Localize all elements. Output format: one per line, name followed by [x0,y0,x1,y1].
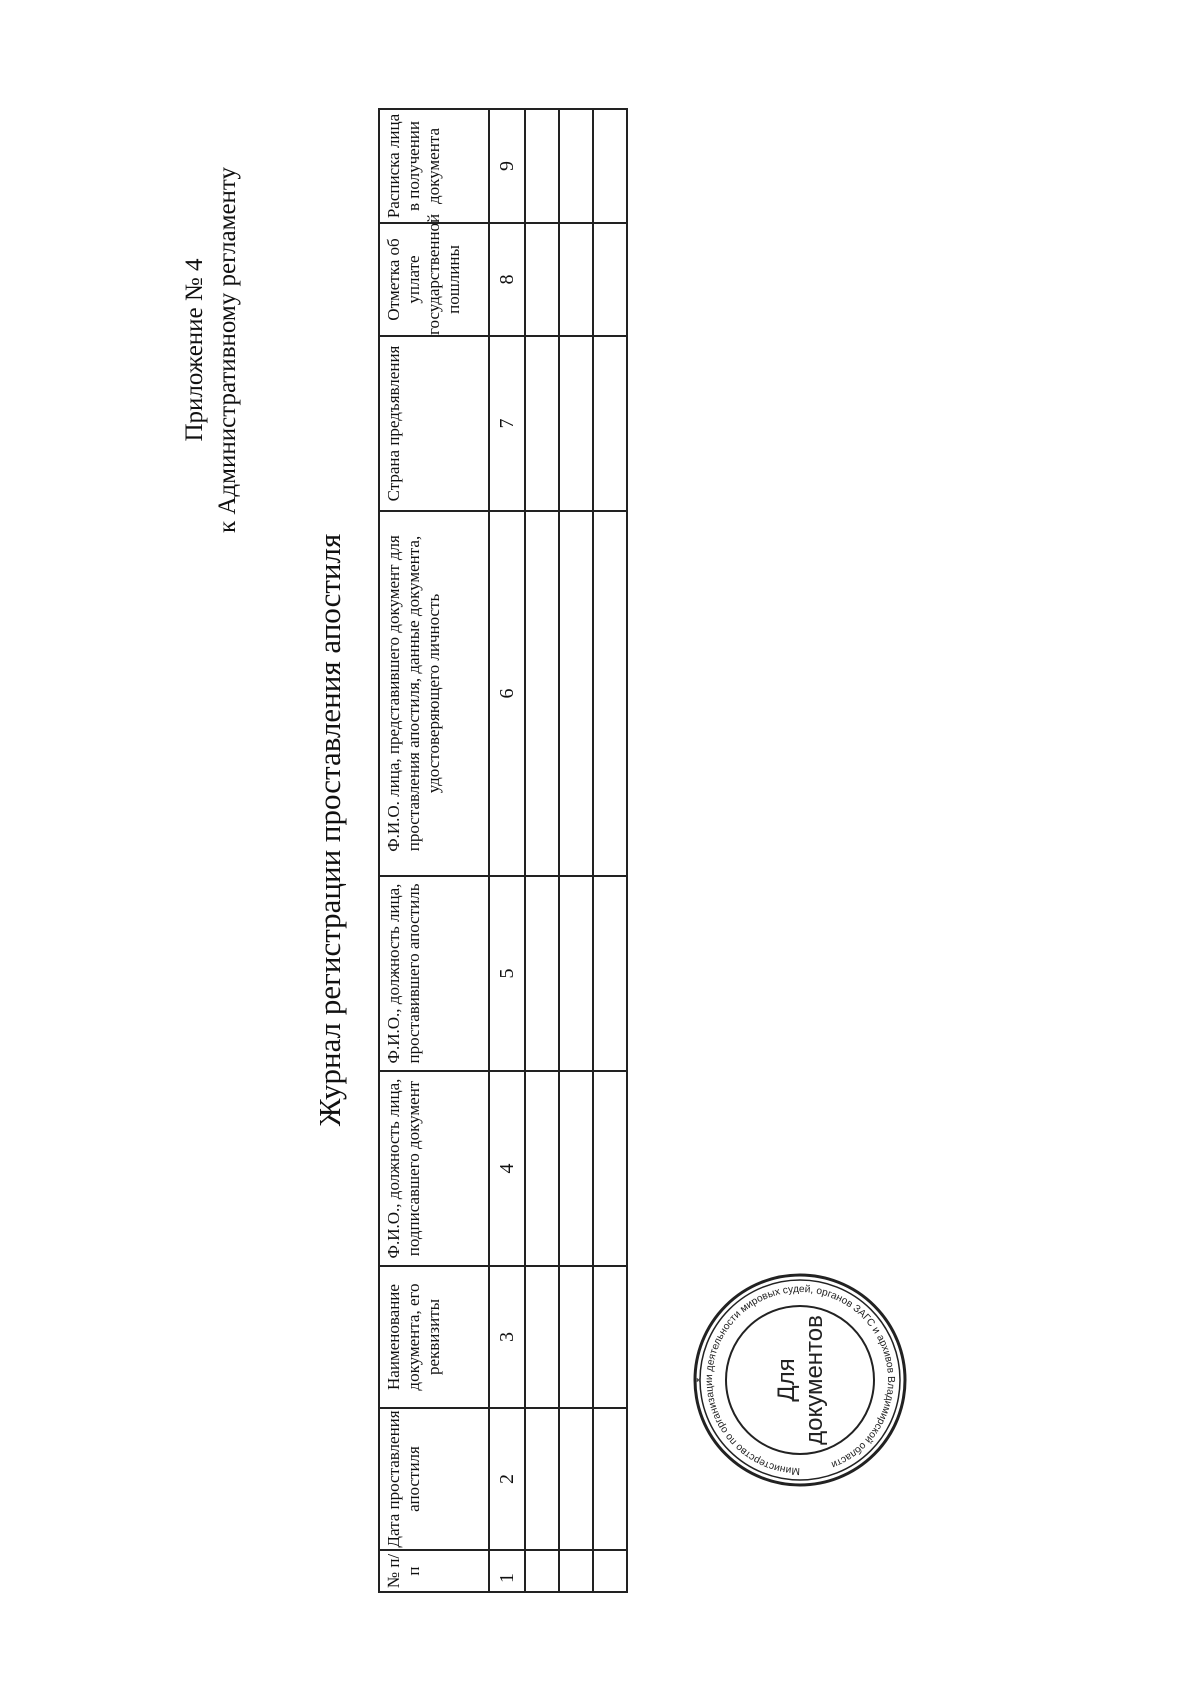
table-cell [593,1408,627,1550]
column-number-cell: 8 [489,223,525,336]
table-cell [559,109,593,223]
table-cell [525,1071,559,1266]
column-header-applicant: Ф.И.О. лица, представившего документ для проставления апостиля, данные документа, удостоверяющего личность [379,511,489,876]
column-header-document-name: Наименование документа, его реквизиты [379,1266,489,1408]
column-header-date: Дата проставления апостиля [379,1408,489,1550]
column-number-cell: 7 [489,336,525,511]
table-cell [593,1550,627,1592]
table-cell [525,109,559,223]
stamp-star: * [693,1377,707,1383]
official-stamp [690,1270,910,1490]
column-header-apostille-officer: Ф.И.О., должность лица, проставившего апостиль [379,876,489,1071]
table-cell [525,511,559,876]
column-header-number: № п/п [379,1550,489,1592]
table-cell [559,876,593,1071]
stamp-center-line2: документов [801,1315,828,1445]
table-header-row [379,109,489,1592]
table-row [559,109,593,1592]
column-number-cell: 1 [489,1550,525,1592]
table-cell [559,1266,593,1408]
table-row [525,109,559,1592]
appendix-regulation: к Административному регламенту [214,166,241,534]
table-cell [525,1550,559,1592]
table-cell [593,223,627,336]
table-cell [525,1408,559,1550]
table-cell [525,223,559,336]
journal-title: Журнал регистрации проставления апостиля [312,533,347,1127]
column-number-cell: 9 [489,109,525,223]
table-cell [559,511,593,876]
column-number-cell: 2 [489,1408,525,1550]
stamp-second-ring [700,1280,900,1480]
stamp-center-line1: Для [773,1358,800,1402]
appendix-header [178,140,244,560]
stamp-inner-ring [726,1306,874,1454]
table-cell [593,511,627,876]
table-cell [559,223,593,336]
stamp-ring-text: Министерство по организации деятельности мировых судей, органов ЗАГС и архивов Владимирской области [703,1283,897,1477]
table-row [593,109,627,1592]
column-header-fee-mark: Отметка об уплате государственной пошлины [379,223,489,336]
column-number-cell: 3 [489,1266,525,1408]
table-cell [593,1071,627,1266]
column-header-receipt: Расписка лица в получении документа [379,109,489,223]
column-header-country: Страна предъявления [379,336,489,511]
appendix-number: Приложение № 4 [181,258,208,442]
table-cell [593,109,627,223]
column-number-cell: 6 [489,511,525,876]
rotated-page-content [0,50,1000,1650]
table-cell [593,336,627,511]
column-number-row [489,109,525,1592]
table-cell [525,1266,559,1408]
table-cell [559,1408,593,1550]
table-cell [559,1071,593,1266]
column-header-signer: Ф.И.О., должность лица, подписавшего документ [379,1071,489,1266]
column-number-cell: 4 [489,1071,525,1266]
registration-table [378,108,628,1593]
table-cell [559,1550,593,1592]
table-cell [525,336,559,511]
table-cell [525,876,559,1071]
column-number-cell: 5 [489,876,525,1071]
table-cell [593,1266,627,1408]
table-cell [593,876,627,1071]
table-cell [559,336,593,511]
